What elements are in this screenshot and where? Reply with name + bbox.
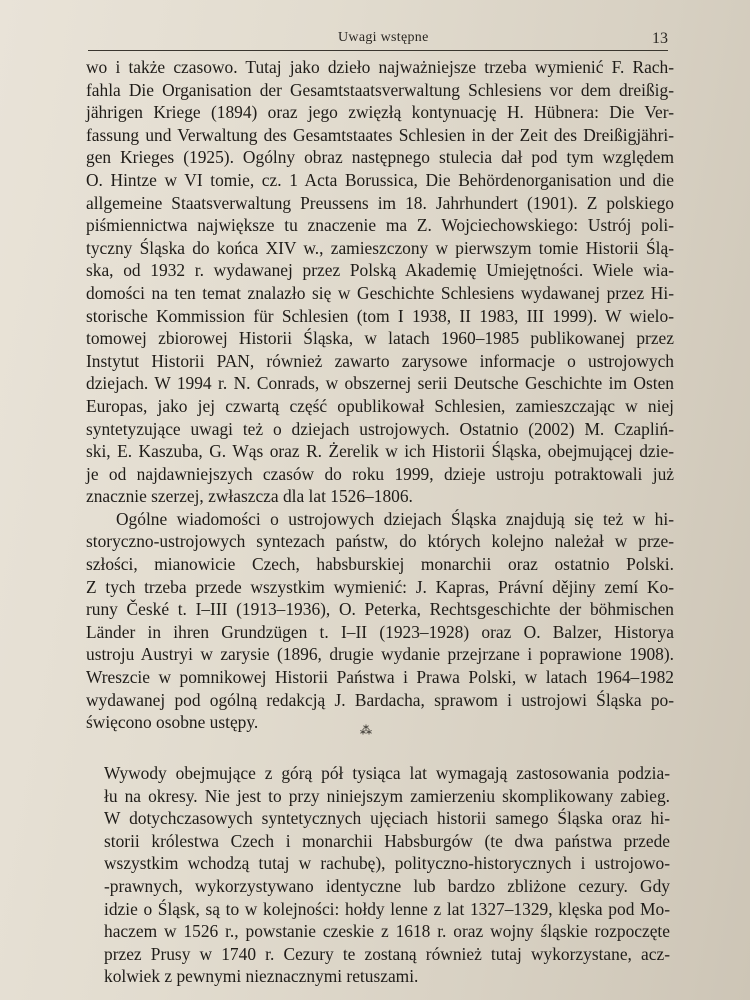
text-line: Europas, jako jej czwartą część opublikował Schlesien, zamieszczając w niej — [86, 395, 674, 416]
text-line: święcono osobne ustępy. — [86, 712, 259, 733]
text-line: dziejach. W 1994 r. N. Conrads, w obszernej serii Deutsche Geschichte im Osten — [86, 373, 674, 394]
text-line: allgemeine Staatsverwaltung Preussens im 18. Jahrhundert (1901). Z polskiego — [86, 192, 674, 213]
text-line: idzie o Śląsk, są to w kolejności: hołdy lenne z lat 1327–1329, klęska pod Mo- — [104, 898, 670, 919]
paragraph-1 — [86, 56, 674, 734]
text-line: W dotychczasowych syntetycznych ujęciach historii samego Śląska oraz hi- — [104, 808, 670, 829]
text-line: fassung und Verwaltung des Gesamtstaates Schlesien in der Zeit des Dreißigjähri- — [86, 124, 674, 145]
text-line: Wywody obejmujące z górą pół tysiąca lat wymagają zastosowania podzia- — [104, 763, 670, 783]
text-line: znacznie szerzej, zwłaszcza dla lat 1526–1806. — [86, 486, 413, 507]
text-line: ustroju Austryi w zarysie (1896, drugie wydanie przejrzane i poprawione 1908). — [86, 644, 674, 665]
text-line: gen Krieges (1925). Ogólny obraz następnego stulecia dał pod tym względem — [86, 147, 674, 168]
text-line: storische Kommission für Schlesien (tom I 1938, II 1983, III 1999). W wielo- — [86, 305, 674, 326]
page-number: 13 — [652, 30, 668, 47]
text-line: storyczno-ustrojowych syntezach państw, do których kolejno należał w prze- — [86, 531, 674, 552]
page-header — [88, 30, 668, 48]
text-line: ski, E. Kaszuba, G. Wąs oraz R. Żerelik w ich Historii Śląska, obejmującej dzie- — [86, 441, 674, 462]
text-line: Z tych trzeba przede wszystkim wymienić: J. Kapras, Právní dějiny zemí Ko- — [86, 576, 674, 597]
text-line: piśmiennictwa największe tu znaczenie ma Z. Wojciechowskiego: Ustrój poli- — [86, 215, 674, 236]
text-line: kolwiek z pewnymi nieznacznymi retuszami. — [104, 966, 419, 987]
section-separator: ⁂ — [360, 723, 372, 737]
text-line: przez Prusy w 1740 r. Cezury te zostaną również tutaj wykorzystane, acz- — [104, 943, 670, 964]
text-line: szłości, mianowicie Czech, habsburskiej monarchii oraz ostatnio Polski. — [86, 554, 674, 575]
text-line: fahla Die Organisation der Gesamtstaatsverwaltung Schlesiens vor dem dreißig- — [86, 79, 674, 100]
text-line: Ogólne wiadomości o ustrojowych dziejach Śląska znajdują się też w hi- — [116, 508, 674, 529]
text-line: -prawnych, wykorzystywano identyczne lub bardzo zbliżone cezury. Gdy — [104, 875, 670, 896]
text-line: storii królestwa Czech i monarchii Habsburgów (te dwa państwa przede — [104, 830, 670, 851]
header-rule — [88, 50, 668, 51]
text-line: runy České t. I–III (1913–1936), O. Peterka, Rechtsgeschichte der böhmischen — [86, 599, 674, 620]
text-line: wydawanej pod ogólną redakcją J. Bardacha, sprawom i ustrojowi Śląska po- — [86, 689, 674, 710]
text-line: O. Hintze w VI tomie, cz. 1 Acta Borussica, Die Behördenorganisation und die — [86, 169, 674, 190]
text-line: jährigen Kriege (1894) oraz jego zwięzłą kontynuację H. Hübnera: Die Ver- — [86, 102, 674, 123]
text-line: haczem w 1526 r., powstanie czeskie z 1618 r. oraz wojny śląskie rozpoczęte — [104, 921, 670, 942]
text-line: je od najdawniejszych czasów do roku 1999, dzieje ustroju potraktowali już — [86, 463, 674, 484]
text-line: Wreszcie w pomnikowej Historii Państwa i Prawa Polski, w latach 1964–1982 — [86, 667, 674, 688]
text-line: syntetyzujące uwagi też o dziejach ustrojowych. Ostatnio (2002) M. Czapliń- — [86, 418, 674, 439]
text-line: wo i także czasowo. Tutaj jako dzieło najważniejsze trzeba wymienić F. Rach- — [86, 57, 674, 77]
text-line: Länder in ihren Grundzügen t. I–II (1923–1928) oraz O. Balzer, Historya — [86, 621, 674, 642]
text-line: Instytut Historii PAN, również zawarto zarysowe informacje o ustrojowych — [86, 350, 674, 371]
text-line: łu na okresy. Nie jest to przy niniejszym zamierzeniu skomplikowany zabieg. — [104, 785, 670, 806]
paragraph-2 — [104, 762, 670, 988]
text-line: tyczny Śląska do końca XIV w., zamieszczony w pierwszym tomie Historii Ślą- — [86, 237, 674, 258]
text-line: domości na ten temat znalazło się w Geschichte Schlesiens wydawanej przez Hi- — [86, 282, 674, 303]
text-line: wszystkim wchodzą tutaj w rachubę), polityczno-historycznych i ustrojowo- — [104, 853, 670, 874]
running-head: Uwagi wstępne — [338, 30, 429, 45]
text-line: ska, od 1932 r. wydawanej przez Polską Akademię Umiejętności. Wiele wia- — [86, 260, 674, 281]
text-line: tomowej zbiorowej Historii Śląska, w latach 1960–1985 publikowanej przez — [86, 328, 674, 349]
